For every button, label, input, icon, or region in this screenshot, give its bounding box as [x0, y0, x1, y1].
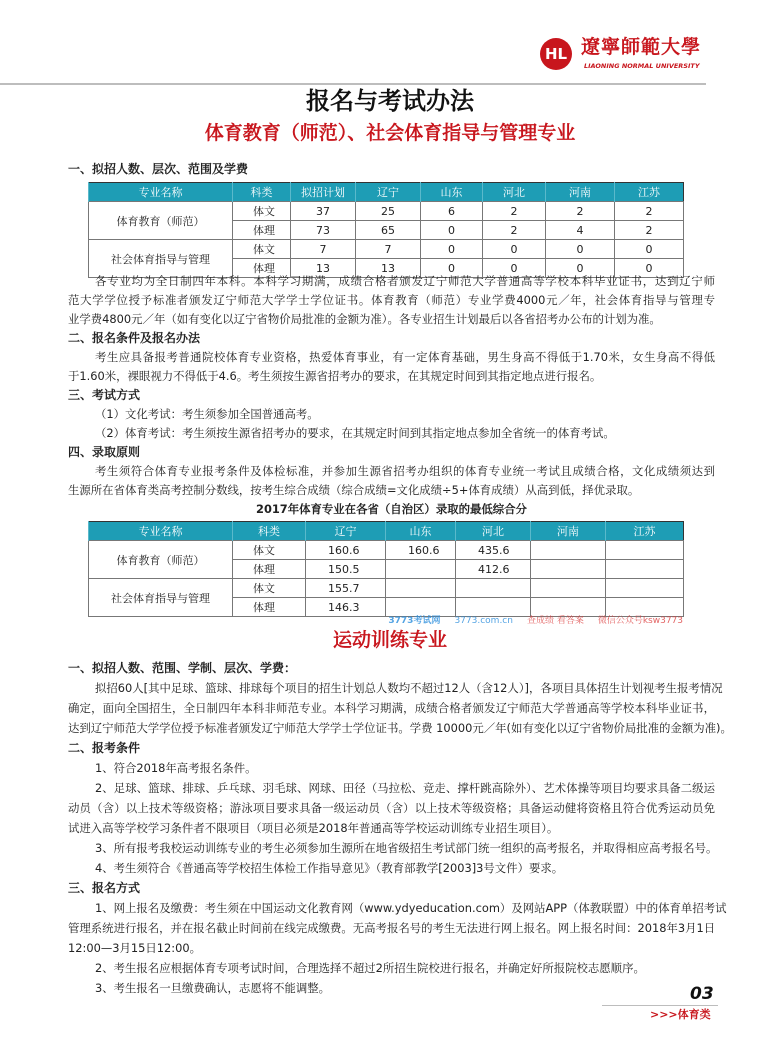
value-cell: 0 [546, 259, 615, 278]
paragraph-line: 3、考生报名一旦缴费确认，志愿将不能调整。 [95, 981, 331, 995]
value-cell [531, 541, 606, 560]
paragraph [68, 838, 718, 858]
value-cell [606, 541, 684, 560]
paragraph-line: 12:00—3月15日12:00。 [68, 941, 201, 955]
paragraph-line: 试进入高等学校学习条件者不限项目（项目必须是2018年普通高等学校运动训练专业招生项目）。 [68, 821, 559, 835]
value-cell [606, 560, 684, 579]
column-header: 专业名称 [89, 183, 233, 202]
column-header: 河北 [483, 183, 546, 202]
paragraph-line: 确定，面向全国招生，全日制四年本科非师范专业。本科学习期满，成绩合格者颁发辽宁师范大学普通高等学校本科毕业证书， [68, 701, 715, 715]
value-cell: 412.6 [456, 560, 531, 579]
paragraph [68, 462, 715, 500]
sports-training-body [68, 658, 732, 998]
value-cell [386, 579, 456, 598]
subject-category-cell: 体文 [233, 541, 306, 560]
paragraph [68, 978, 715, 998]
value-cell: 25 [356, 202, 421, 221]
section-tag: >>>体育类 [650, 1008, 711, 1021]
watermark-line2: 微信公众号ksw3773 [597, 616, 683, 626]
watermark-site: 3773考试网 [388, 616, 441, 626]
column-header: 山东 [421, 183, 483, 202]
value-cell: 150.5 [306, 560, 386, 579]
value-cell: 0 [615, 259, 684, 278]
paragraph [68, 678, 732, 738]
paragraph [68, 858, 715, 878]
paragraph-line: （1）文化考试：考生须参加全国普通高考。 [95, 407, 319, 421]
column-header: 辽宁 [356, 183, 421, 202]
subject-category-cell: 体理 [233, 259, 291, 278]
column-header: 河南 [531, 522, 606, 541]
value-cell: 4 [546, 221, 615, 240]
column-header: 河北 [456, 522, 531, 541]
value-cell [606, 598, 684, 617]
value-cell [456, 579, 531, 598]
value-cell [456, 598, 531, 617]
table-row [89, 240, 684, 259]
value-cell: 0 [421, 221, 483, 240]
paragraph [68, 958, 715, 978]
paragraph-line: 动员（含）以上技术等级资格；游泳项目要求具备一级运动员（含）以上技术等级资格；具备运动健将资格且符合优秀运动员免 [68, 801, 715, 815]
university-logo-icon: HL [540, 38, 572, 70]
watermark-line1: 查成绩 看答案 [526, 616, 584, 626]
value-cell: 435.6 [456, 541, 531, 560]
subject-category-cell: 体理 [233, 560, 306, 579]
min-score-table [88, 521, 684, 617]
table-row [89, 541, 684, 560]
section-heading: 二、报考条件 [68, 741, 141, 755]
value-cell: 0 [421, 240, 483, 259]
value-cell: 13 [291, 259, 356, 278]
section-title-sports-training: 运动训练专业 [332, 629, 447, 651]
value-cell [606, 579, 684, 598]
section1-heading-block [68, 160, 715, 179]
column-header: 拟招计划 [291, 183, 356, 202]
value-cell [531, 560, 606, 579]
enrollment-plan-table [88, 182, 684, 278]
pe-majors-body [68, 272, 715, 519]
paragraph-line: 生源所在省体育类高考控制分数线，按考生综合成绩（综合成绩=文化成绩÷5+体育成绩）从高到低，择优录取。 [68, 483, 640, 497]
value-cell: 73 [291, 221, 356, 240]
watermark-domain: 3773.com.cn [454, 616, 513, 626]
paragraph [68, 898, 727, 958]
value-cell: 0 [483, 240, 546, 259]
column-header: 山东 [386, 522, 456, 541]
value-cell: 2 [615, 202, 684, 221]
paragraph-line: 范大学学位授予标准者颁发辽宁师范大学学士学位证书。体育教育（师范）专业学费4000元／年，社会体育指导与管理专 [68, 293, 715, 307]
paragraph [68, 758, 715, 778]
section-heading: 一、拟招人数、层次、范围及学费 [68, 162, 249, 176]
value-cell: 65 [356, 221, 421, 240]
paragraph-line: 业学费4800元／年（如有变化以辽宁省物价局批准的金额为准）。各专业招生计划最后以各省招考办公布的计划为准。 [68, 312, 661, 326]
page-title: 报名与考试办法 [306, 87, 474, 115]
paragraph-line: 3、所有报考我校运动训练专业的考生必须参加生源所在地省级招生考试部门统一组织的高考报名，并取得相应高考报名号。 [95, 841, 718, 855]
university-name-en: LIAONING NORMAL UNIVERSITY [584, 62, 700, 70]
paragraph [68, 405, 715, 424]
value-cell: 146.3 [306, 598, 386, 617]
table-caption: 2017年体育专业在各省（自治区）录取的最低综合分 [256, 502, 527, 516]
paragraph [68, 778, 715, 838]
section-heading: 二、报名条件及报名办法 [68, 331, 201, 345]
paragraph [68, 348, 715, 386]
paragraph-line: 考生须符合体育专业报考条件及体检标准，并参加生源省招考办组织的体育专业统一考试且成绩合格，文化成绩须达到 [95, 464, 715, 478]
paragraph-line: 达到辽宁师范大学学位授予标准者颁发辽宁师范大学学士学位证书。学费 10000元／年(如有变化以辽宁省物价局批准的金额为准)。 [68, 721, 732, 735]
table-row [89, 579, 684, 598]
paragraph-line: 4、考生须符合《普通高等学校招生体检工作指导意见》（教育部教学[2003]3号文件）要求。 [95, 861, 564, 875]
paragraph-line: 考生应具备报考普通院校体育专业资格，热爱体育事业，有一定体育基础，男生身高不得低于1.70米，女生身高不得低 [95, 350, 715, 364]
subject-category-cell: 体文 [233, 579, 306, 598]
value-cell: 155.7 [306, 579, 386, 598]
paragraph-line: 2、考生报名应根据体育专项考试时间，合理选择不超过2所招生院校进行报名，并确定好所报院校志愿顺序。 [95, 961, 645, 975]
value-cell: 0 [421, 259, 483, 278]
value-cell [531, 598, 606, 617]
section-heading: 四、录取原则 [68, 445, 141, 459]
value-cell [386, 598, 456, 617]
table-row [89, 202, 684, 221]
footer-rule [602, 1005, 718, 1006]
value-cell: 2 [546, 202, 615, 221]
value-cell: 2 [483, 221, 546, 240]
section-heading: 三、考试方式 [68, 388, 141, 402]
subject-category-cell: 体理 [233, 221, 291, 240]
column-header: 科类 [233, 183, 291, 202]
column-header: 辽宁 [306, 522, 386, 541]
column-header: 专业名称 [89, 522, 233, 541]
value-cell: 2 [483, 202, 546, 221]
value-cell: 7 [291, 240, 356, 259]
value-cell: 160.6 [306, 541, 386, 560]
value-cell: 0 [615, 240, 684, 259]
paragraph-line: 于1.60米，裸眼视力不得低于4.6。考生须按生源省招考办的要求，在其规定时间到其指定地点进行报名。 [68, 369, 602, 383]
paragraph-line: 1、符合2018年高考报名条件。 [95, 761, 257, 775]
major-name-cell: 体育教育（师范） [89, 541, 233, 579]
value-cell: 6 [421, 202, 483, 221]
paragraph [68, 424, 715, 443]
value-cell: 160.6 [386, 541, 456, 560]
paragraph [68, 272, 715, 329]
major-name-cell: 社会体育指导与管理 [89, 579, 233, 617]
value-cell: 0 [483, 259, 546, 278]
value-cell: 2 [615, 221, 684, 240]
value-cell: 0 [546, 240, 615, 259]
page-number: 03 [690, 984, 714, 1004]
column-header: 河南 [546, 183, 615, 202]
value-cell [386, 560, 456, 579]
paragraph-line: （2）体育考试：考生须按生源省招考办的要求，在其规定时间到其指定地点参加全省统一的体育考试。 [95, 426, 615, 440]
subject-category-cell: 体理 [233, 598, 306, 617]
paragraph-line: 管理系统进行报名，并在报名截止时间前在线完成缴费。无高考报名号的考生无法进行网上报名。网上报名时间：2018年3月1日 [68, 921, 716, 935]
major-name-cell: 社会体育指导与管理 [89, 240, 233, 278]
watermark [88, 616, 683, 627]
subject-category-cell: 体文 [233, 240, 291, 259]
subject-category-cell: 体文 [233, 202, 291, 221]
paragraph-line: 2、足球、篮球、排球、乒乓球、羽毛球、网球、田径（马拉松、竞走、撑杆跳高除外）、艺术体操等项目均要求具备二级运 [95, 781, 715, 795]
header-rule [0, 83, 706, 85]
major-name-cell: 体育教育（师范） [89, 202, 233, 240]
column-header: 江苏 [615, 183, 684, 202]
value-cell: 13 [356, 259, 421, 278]
paragraph-line: 拟招60人[其中足球、篮球、排球每个项目的招生计划总人数均不超过12人（含12人）]，各项目具体招生计划视考生报考情况 [95, 681, 723, 695]
value-cell [531, 579, 606, 598]
value-cell: 7 [356, 240, 421, 259]
column-header: 江苏 [606, 522, 684, 541]
university-name-cn: 遼寧師範大學 [581, 36, 702, 58]
value-cell: 37 [291, 202, 356, 221]
column-header: 科类 [233, 522, 306, 541]
section-title-pe-majors: 体育教育（师范）、社会体育指导与管理专业 [204, 122, 576, 144]
section-heading: 三、报名方式 [68, 881, 141, 895]
section-heading: 一、拟招人数、范围、学制、层次、学费： [68, 661, 297, 675]
paragraph-line: 1、网上报名及缴费：考生须在中国运动文化教育网（www.ydyeducation.com）及网站APP（体教联盟）中的体育单招考试 [95, 901, 727, 915]
paragraph-line: 各专业均为全日制四年本科。本科学习期满，成绩合格者颁发辽宁师范大学普通高等学校本科毕业证书，达到辽宁师 [95, 274, 715, 288]
